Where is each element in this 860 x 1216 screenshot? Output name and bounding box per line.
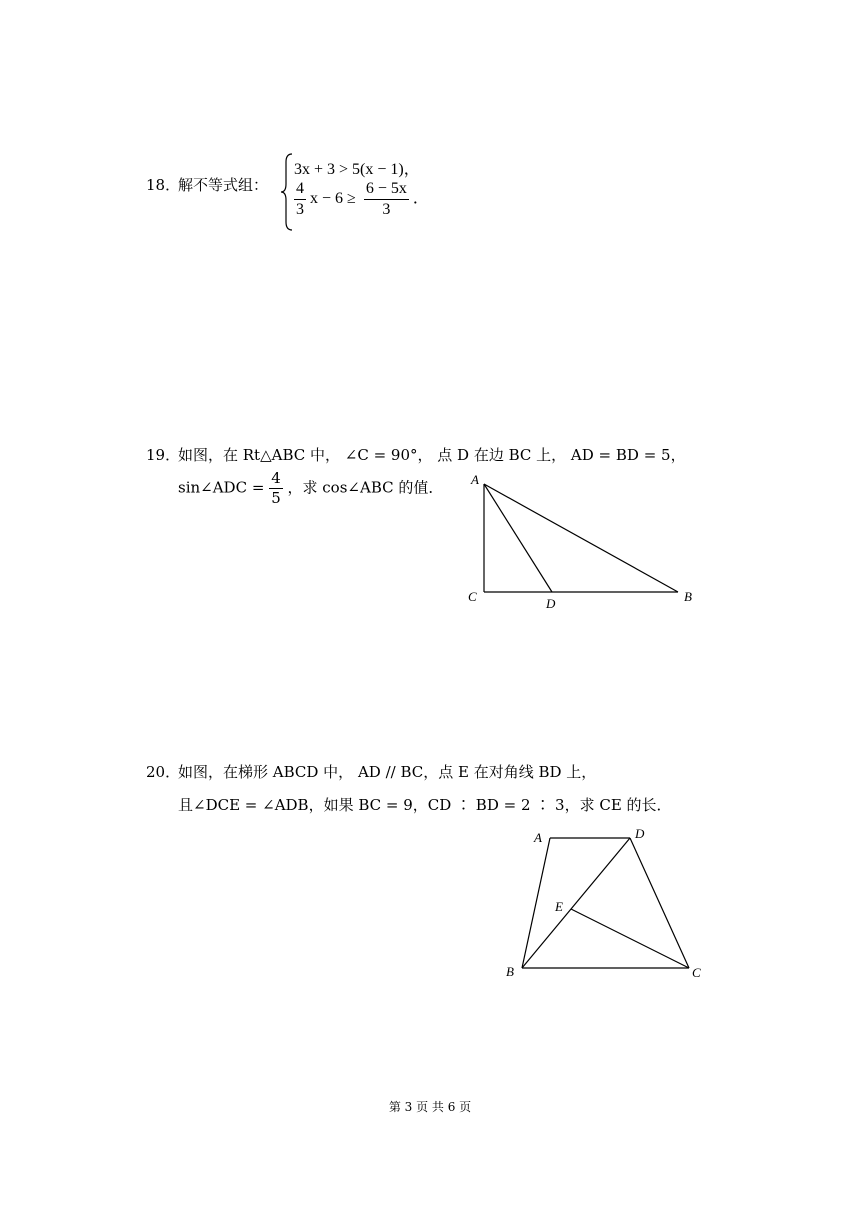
q19-frac-den: 5 [271,489,281,507]
q18-inequality-2 [294,181,429,218]
page-footer: 第 3 页 共 6 页 [388,1100,472,1114]
q19-frac-num: 4 [271,469,281,487]
q19-line2 [178,471,443,506]
q20-trapezoid-figure [500,825,710,985]
q18-inequality-1: 3x + 3 > 5(x − 1)， [294,161,420,178]
q18-rhs-den: 3 [382,201,391,218]
q19-triangle-figure [460,470,700,615]
q18-end: ． [412,190,429,208]
q19-sin-expression: sin∠ADC = [178,478,265,497]
q20-number: 20． [146,763,181,781]
q20-label-B: B [506,964,514,979]
q19-label-D: D [546,596,556,611]
q18-mid: x − 6 ≥ [310,190,356,208]
q18-prompt: 解不等式组： [178,176,269,194]
q18-coef-den: 3 [296,201,304,218]
q19-label-A: A [471,472,479,487]
q18-coef-num: 4 [294,181,306,200]
q19-side-AB [484,484,678,592]
q20-label-D: D [635,826,645,841]
q19-line1: 如图，在 Rt△ABC 中， ∠C = 90°， 点 D 在边 BC 上， AD = BD = 5， [178,446,686,464]
q18-system-brace [280,152,294,232]
q18-rhs-fraction [364,181,409,218]
q19-number: 19． [146,446,181,464]
q18-rhs-num: 6 − 5x [364,181,409,200]
q18-number: 18． [146,176,181,194]
q19-label-C: C [468,589,477,604]
q20-label-E: E [555,899,563,914]
q19-fraction [269,471,283,506]
q20-line2: 且∠DCE = ∠ADB，如果 BC = 9，CD ∶ BD = 2 ∶ 3，求 CE 的长． [178,796,672,814]
q20-side-AB [522,838,550,968]
q18-coef-fraction [294,181,306,218]
q20-segment-CE [571,909,689,968]
q20-side-DC [630,838,689,968]
q19-label-B: B [684,589,692,604]
q20-line1: 如图，在梯形 ABCD 中， AD // BC，点 E 在对角线 BD 上， [178,763,597,781]
q20-label-A: A [534,830,542,845]
q19-segment-AD [484,484,552,592]
q20-diagonal-BD [522,838,630,968]
q19-question: ，求 cos∠ABC 的值． [287,478,444,497]
q20-label-C: C [692,965,701,980]
